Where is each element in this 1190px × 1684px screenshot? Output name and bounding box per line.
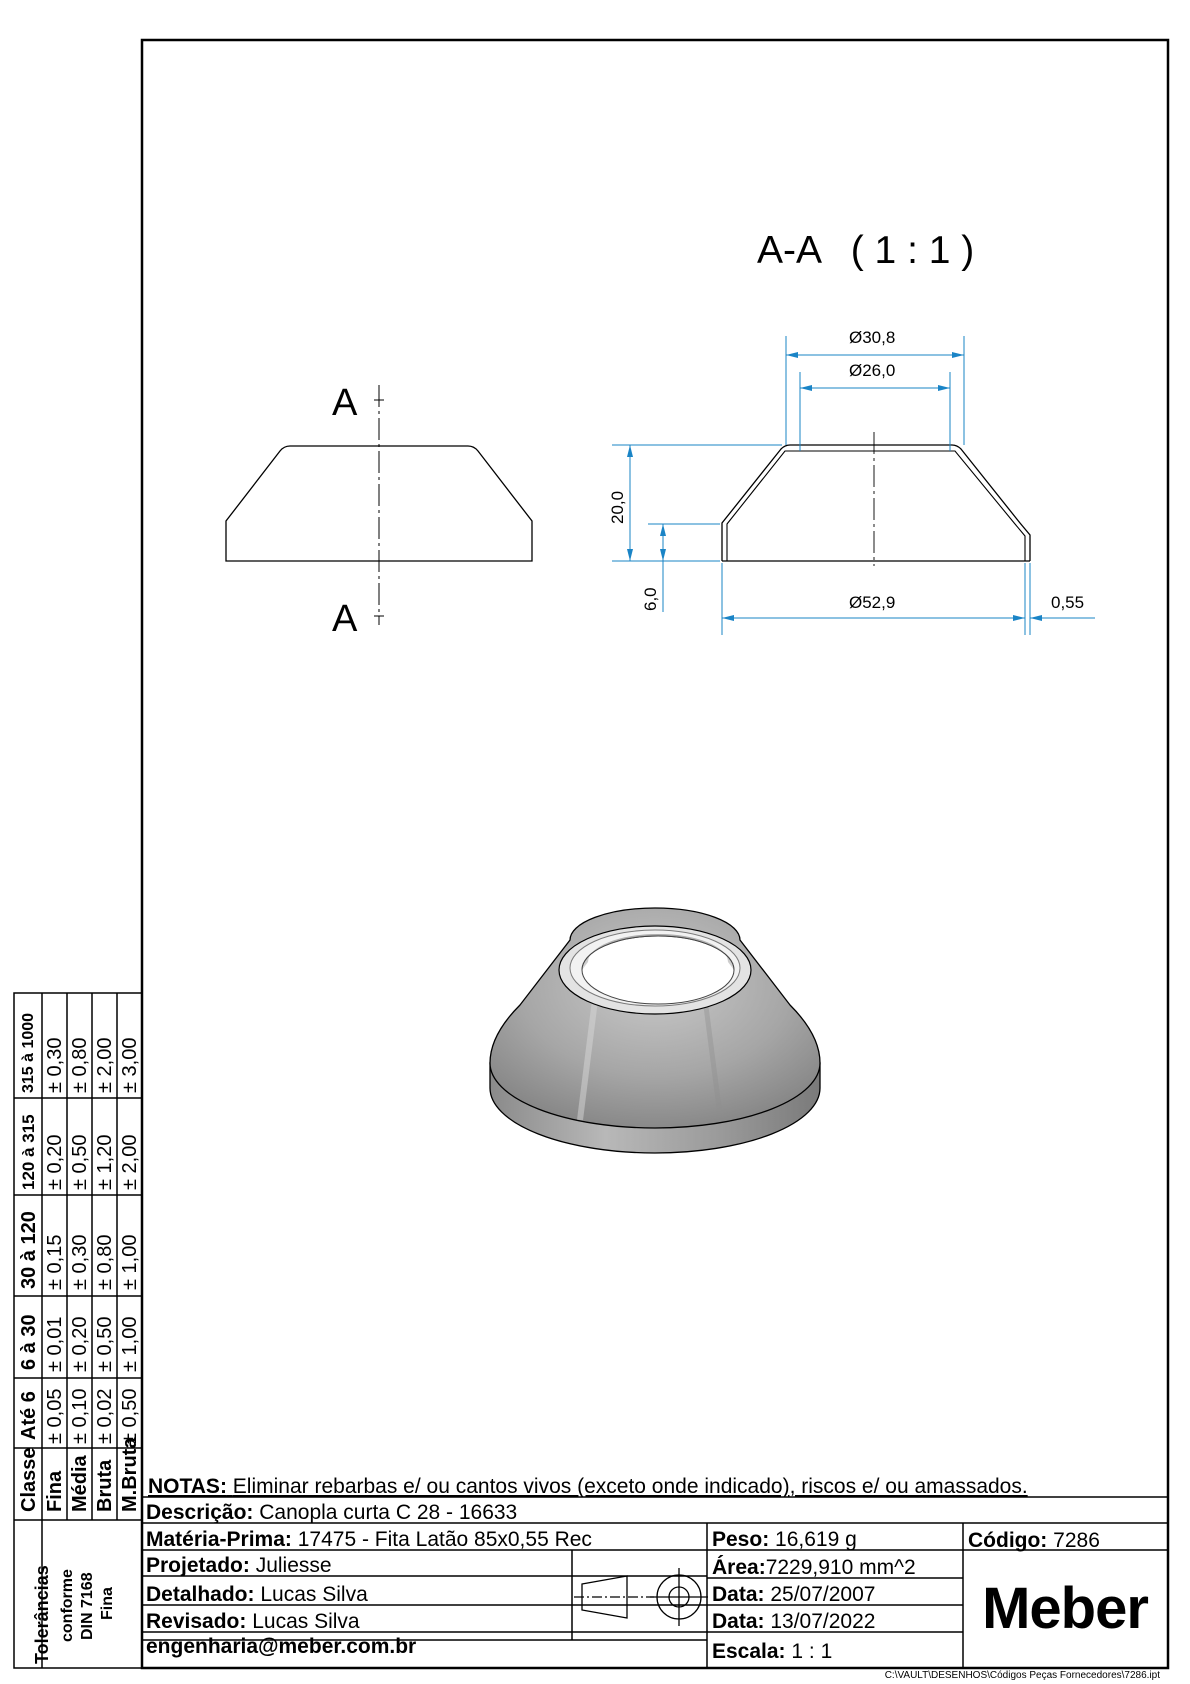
tol-header-315-1000: 315 à 1000 bbox=[20, 1012, 37, 1093]
cut-label-top: A bbox=[332, 382, 358, 424]
part-code-value: 7286 bbox=[1053, 1529, 1100, 1552]
date-revised-value: 13/07/2022 bbox=[770, 1610, 876, 1633]
notes bbox=[148, 1476, 1028, 1497]
tol-header-classe: Classe bbox=[18, 1447, 40, 1512]
notes-label: NOTAS: bbox=[148, 1475, 227, 1498]
weight bbox=[712, 1529, 857, 1550]
cut-label-bottom: A bbox=[332, 598, 358, 640]
tol-mbruta-1: ± 0,50 bbox=[119, 1388, 141, 1444]
tol-fina-5: ± 0,30 bbox=[44, 1037, 66, 1093]
tol-side-2: conforme bbox=[59, 1569, 76, 1642]
section-title-scale: ( 1 : 1 ) bbox=[850, 229, 975, 272]
section-title-name: A-A bbox=[757, 229, 820, 272]
tol-fina-4: ± 0,20 bbox=[44, 1134, 66, 1190]
designed-by-value: Juliesse bbox=[255, 1554, 332, 1577]
contact-email bbox=[146, 1636, 416, 1657]
drawing-scale bbox=[712, 1641, 832, 1662]
tol-fina-3: ± 0,15 bbox=[44, 1234, 66, 1290]
tolerance-text bbox=[18, 1013, 141, 1664]
part-code-label: Código: bbox=[968, 1529, 1048, 1552]
area-value: 7229,910 mm^2 bbox=[765, 1556, 916, 1579]
tol-media-5: ± 0,80 bbox=[69, 1037, 91, 1093]
dim-outer-top: Ø30,8 bbox=[849, 328, 896, 347]
detailed-by-label: Detalhado: bbox=[146, 1583, 255, 1606]
revised-by-label: Revisado: bbox=[146, 1610, 247, 1633]
dimensions bbox=[612, 336, 1095, 635]
drawing-scale-value: 1 : 1 bbox=[791, 1640, 833, 1663]
description-label: Descrição: bbox=[146, 1501, 254, 1524]
tol-classe-fina: Fina bbox=[44, 1470, 66, 1512]
date-created-label: Data: bbox=[712, 1583, 765, 1606]
date-created-value: 25/07/2007 bbox=[770, 1583, 876, 1606]
tol-side-4: Fina bbox=[99, 1587, 116, 1620]
tol-header-30-120: 30 à 120 bbox=[18, 1211, 40, 1289]
part-code bbox=[968, 1530, 1100, 1551]
designed-by bbox=[146, 1555, 332, 1576]
side-view bbox=[226, 382, 532, 640]
dimension-labels bbox=[608, 328, 1084, 612]
description bbox=[146, 1502, 517, 1523]
tol-side-3: DIN 7168 bbox=[79, 1572, 96, 1640]
tol-classe-mbruta: M.Bruta bbox=[119, 1437, 141, 1512]
tol-media-2: ± 0,20 bbox=[69, 1316, 91, 1372]
tol-side-1: Tolerâncias bbox=[32, 1565, 52, 1664]
revised-by-value: Lucas Silva bbox=[252, 1610, 360, 1633]
tol-bruta-4: ± 1,20 bbox=[94, 1134, 116, 1190]
tol-classe-media: Média bbox=[69, 1455, 91, 1512]
isometric-render bbox=[490, 908, 820, 1153]
revised-by bbox=[146, 1611, 360, 1632]
raw-material-label: Matéria-Prima: bbox=[146, 1528, 292, 1551]
tol-header-ate6: Até 6 bbox=[18, 1391, 40, 1440]
tol-mbruta-4: ± 2,00 bbox=[119, 1134, 141, 1190]
tol-bruta-5: ± 2,00 bbox=[94, 1037, 116, 1093]
description-value: Canopla curta C 28 - 16633 bbox=[259, 1501, 518, 1524]
tol-bruta-3: ± 0,80 bbox=[94, 1234, 116, 1290]
notes-text: Eliminar rebarbas e/ ou cantos vivos (exceto onde indicado), riscos e/ ou amassados. bbox=[232, 1475, 1028, 1498]
dim-base: Ø52,9 bbox=[849, 593, 896, 612]
weight-label: Peso: bbox=[712, 1528, 770, 1551]
tol-header-120-315: 120 à 315 bbox=[19, 1114, 38, 1190]
brand-logo: Meber bbox=[982, 1576, 1148, 1641]
drawing-scale-label: Escala: bbox=[712, 1640, 786, 1663]
tol-mbruta-3: ± 1,00 bbox=[119, 1234, 141, 1290]
sheet-border bbox=[142, 40, 1168, 1668]
tol-bruta-2: ± 0,50 bbox=[94, 1316, 116, 1372]
dim-flange: 6,0 bbox=[641, 587, 660, 611]
tol-classe-bruta: Bruta bbox=[94, 1459, 116, 1512]
detailed-by bbox=[146, 1584, 368, 1605]
dim-inner-top: Ø26,0 bbox=[849, 361, 896, 380]
file-path: C:\VAULT\DESENHOS\Códigos Peças Fornecedores\7286.ipt bbox=[884, 1670, 1160, 1681]
weight-value: 16,619 g bbox=[775, 1528, 857, 1551]
dim-height: 20,0 bbox=[608, 490, 627, 524]
dim-thickness: 0,55 bbox=[1051, 593, 1085, 612]
section-title bbox=[757, 229, 974, 272]
date-revised-label: Data: bbox=[712, 1610, 765, 1633]
area-label: Área: bbox=[712, 1556, 766, 1579]
section-view bbox=[722, 432, 1030, 566]
date-revised bbox=[712, 1611, 875, 1632]
tol-fina-1: ± 0,05 bbox=[44, 1388, 66, 1444]
tol-mbruta-5: ± 3,00 bbox=[119, 1037, 141, 1093]
tol-media-4: ± 0,50 bbox=[69, 1134, 91, 1190]
tol-fina-2: ± 0,01 bbox=[44, 1316, 66, 1372]
tol-media-3: ± 0,30 bbox=[69, 1234, 91, 1290]
tol-bruta-1: ± 0,02 bbox=[94, 1388, 116, 1444]
raw-material bbox=[146, 1529, 592, 1550]
date-created bbox=[712, 1584, 875, 1605]
tol-mbruta-2: ± 1,00 bbox=[119, 1316, 141, 1372]
designed-by-label: Projetado: bbox=[146, 1554, 250, 1577]
contact-email-value: engenharia@meber.com.br bbox=[146, 1635, 417, 1658]
area bbox=[712, 1557, 916, 1578]
tol-media-1: ± 0,10 bbox=[69, 1388, 91, 1444]
raw-material-value: 17475 - Fita Latão 85x0,55 Rec bbox=[297, 1528, 592, 1551]
detailed-by-value: Lucas Silva bbox=[260, 1583, 368, 1606]
tol-header-6-30: 6 à 30 bbox=[18, 1314, 40, 1370]
